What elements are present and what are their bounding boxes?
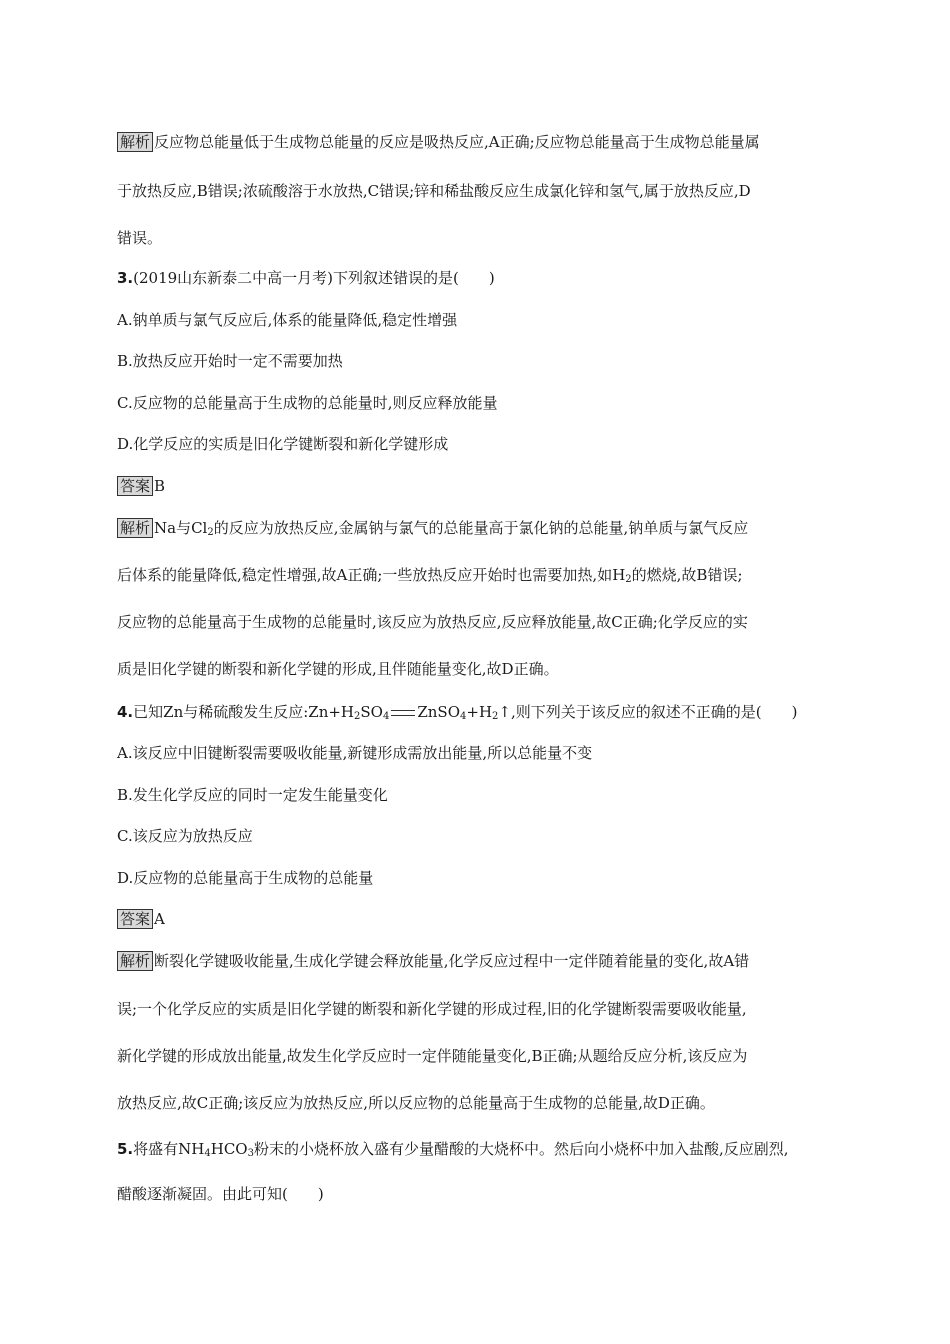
analysis-label: 解析 (117, 951, 153, 971)
q4-analysis-line-3: 新化学键的形成放出能量,故发生化学反应时一定伴随能量变化,B正确;从题给反应分析,该反应为 (117, 1047, 748, 1065)
q4-stem: 4.已知Zn与稀硫酸发生反应$:Zn+H_2SO_4$ $ZnSO_4+H_2↑$,则下列关于该反应的叙述不正确的是( ) (117, 703, 798, 722)
q4-analysis-line-1: 解析 断裂化学键吸收能量,生成化学键会释放能量,化学反应过程中一定伴随着能量的变化,故A错 (117, 950, 749, 972)
q4-answer (117, 908, 165, 930)
q2-analysis-line-3: 错误。 (117, 229, 163, 247)
q3-analysis-line-2: 后体系的能量降低,稳定性增强,故A正确;一些放热反应开始时也需要加热,如$H_2$的燃烧,故B错误; (117, 566, 743, 585)
analysis-label: 解析 (117, 132, 153, 152)
q3-option-b: B.放热反应开始时一定不需要加热 (117, 352, 343, 370)
q3-option-d: D.化学反应的实质是旧化学键断裂和新化学键形成 (117, 435, 449, 453)
q3-option-c: C.反应物的总能量高于生成物的总能量时,则反应释放能量 (117, 394, 498, 412)
q3-analysis-line-3: 反应物的总能量高于生成物的总能量时,该反应为放热反应,反应释放能量,故C正确;化学反应的实 (117, 613, 748, 631)
equals-sign-icon (391, 710, 415, 716)
answer-label: 答案 (117, 909, 153, 929)
question-number: 4. (117, 703, 134, 721)
q4-analysis-line-2: 误;一个化学反应的实质是旧化学键的断裂和新化学键的形成过程,旧的化学键断裂需要吸收能量, (117, 1000, 747, 1018)
question-number: 3. (117, 269, 134, 287)
q4-option-b: B.发生化学反应的同时一定发生能量变化 (117, 786, 388, 804)
answer-value: B (154, 477, 166, 495)
q4-option-d: D.反应物的总能量高于生成物的总能量 (117, 869, 374, 887)
q2-analysis-line-1: 解析 反应物总能量低于生成物总能量的反应是吸热反应,A正确;反应物总能量高于生成物总能量属 (117, 131, 760, 153)
answer-label: 答案 (117, 476, 153, 496)
q5-stem: 5.将盛有$NH_4HCO_3$粉末的小烧杯放入盛有少量醋酸的大烧杯中。然后向小烧杯中加入盐酸,反应剧烈, (117, 1140, 789, 1159)
q4-analysis-line-4: 放热反应,故C正确;该反应为放热反应,所以反应物的总能量高于生成物的总能量,故D正确。 (117, 1094, 715, 1112)
q3-analysis-line-4: 质是旧化学键的断裂和新化学键的形成,且伴随能量变化,故D正确。 (117, 660, 559, 678)
question-number: 5. (117, 1140, 134, 1158)
q4-option-a: A.该反应中旧键断裂需要吸收能量,新键形成需放出能量,所以总能量不变 (117, 744, 593, 762)
analysis-label: 解析 (117, 518, 153, 538)
q3-answer (117, 475, 165, 497)
q3-analysis-line-1: 解析 Na与$Cl_2$的反应为放热反应,金属钠与氯气的总能量高于氯化钠的总能量,钠单质与氯气反应 (117, 517, 748, 539)
q5-stem-line-2: 醋酸逐渐凝固。由此可知( ) (117, 1185, 324, 1203)
answer-value: A (154, 910, 165, 928)
q3-option-a: A.钠单质与氯气反应后,体系的能量降低,稳定性增强 (117, 311, 458, 329)
q3-stem: 3.(2019山东新泰二中高一月考)下列叙述错误的是( ) (117, 269, 495, 287)
q2-analysis-line-2: 于放热反应,B错误;浓硫酸溶于水放热,C错误;锌和稀盐酸反应生成氯化锌和氢气,属于放热反应,D (117, 182, 751, 200)
q4-option-c: C.该反应为放热反应 (117, 827, 253, 845)
